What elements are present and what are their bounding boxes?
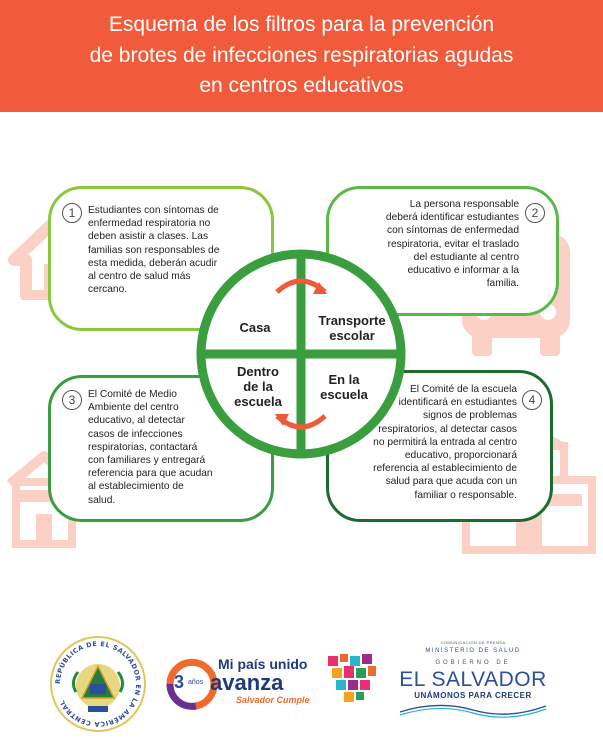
- label-transporte-escolar: [307, 313, 397, 343]
- campaign-tagline: Salvador Cumple: [236, 695, 310, 705]
- text-line: referencia al establecimiento de: [373, 463, 517, 475]
- text-line: enfermedad respiratoria no: [88, 218, 211, 230]
- text-line: Estudiantes con síntomas de: [88, 205, 219, 216]
- title-line-2: de brotes de infecciones respiratorias agudas: [89, 44, 514, 67]
- label-line: escolar: [329, 328, 375, 343]
- text-line: El Comité de Medio: [88, 389, 177, 400]
- text-line: del estudiante al centro: [413, 251, 519, 263]
- label-line: escuela: [234, 394, 282, 409]
- text-line: referencia para que acudan: [88, 468, 213, 480]
- text-line: Ambiente del centro: [88, 402, 179, 414]
- svg-text:REPÚBLICA DE EL SALVADOR EN LA: REPÚBLICA DE EL SALVADOR EN LA AMÉRICA CENTRAL: [53, 639, 143, 729]
- label-casa: [225, 320, 285, 335]
- title-line-3: en centros educativos: [199, 74, 404, 97]
- label-line: Transporte: [318, 313, 386, 328]
- text-line: respiratoria, evitar el traslado: [387, 238, 519, 250]
- text-line: familiar o responsable.: [414, 489, 517, 501]
- step-number-1: 1: [62, 203, 82, 223]
- campaign-logo: [166, 650, 318, 712]
- government-logo: [398, 640, 548, 720]
- text-line: deberá identificar estudiantes: [385, 212, 519, 224]
- label-line: En la: [328, 372, 360, 387]
- title-line-1: Esquema de los filtros para la prevención: [108, 13, 495, 36]
- campaign-line1: Mi país unido: [218, 656, 308, 672]
- text-line: respiratorias, contactará: [88, 441, 198, 453]
- text-line: al centro de salud más: [88, 271, 191, 283]
- label-line: escuela: [320, 387, 368, 402]
- gobierno-text: GOBIERNO DE: [435, 660, 511, 666]
- text-line: cercano.: [88, 284, 128, 296]
- text-line: El Comité de la escuela: [409, 384, 517, 395]
- text-line: con síntomas de enfermedad: [387, 225, 519, 237]
- central-circle: [195, 248, 407, 460]
- text-line: esta medida, deberán acudir: [88, 257, 218, 269]
- mosaic-logo-icon: [326, 652, 380, 706]
- country-text: EL SALVADOR: [399, 668, 547, 691]
- gov-small-text: COMUNICACIÓN DE PRENSA: [440, 640, 506, 645]
- text-line: no permitirá la entrada al centro: [373, 436, 517, 448]
- text-line: al establecimiento de: [88, 481, 184, 493]
- text-line: deben asistir a clases. Las: [88, 231, 209, 243]
- label-line: de la: [243, 379, 273, 394]
- text-line: salud.: [88, 494, 116, 506]
- circle-graphic: [195, 248, 407, 460]
- text-line: educativo e informar a la: [407, 265, 519, 277]
- campaign-years: años: [188, 679, 204, 686]
- label-line: Casa: [239, 320, 271, 335]
- text-line: casos de infecciones: [88, 428, 183, 440]
- text-line: familia.: [486, 278, 519, 290]
- slogan-text: UNÁMONOS PARA CRECER: [414, 691, 532, 700]
- label-line: Dentro: [237, 364, 279, 379]
- header-banner: [0, 0, 603, 112]
- text-line: educativo, al detectar: [88, 415, 185, 427]
- label-dentro-escuela: [223, 364, 293, 409]
- step-number-2: 2: [525, 203, 545, 223]
- campaign-line2: avanza: [210, 670, 284, 695]
- text-line: educativo, proporcionará: [404, 450, 517, 462]
- text-line: identificará en estudiantes: [398, 397, 517, 409]
- text-line: familias son responsables de: [88, 244, 220, 256]
- campaign-number: 3: [174, 672, 185, 692]
- text-line: La persona responsable: [409, 199, 519, 210]
- text-line: respiratorios, al detectar casos: [378, 423, 517, 435]
- text-line: con familiares y entregará: [88, 455, 206, 467]
- text-line: signos de problemas: [422, 410, 517, 422]
- label-en-la-escuela: [309, 372, 379, 402]
- wave-lines-icon: [398, 702, 548, 718]
- ministry-text: MINISTERIO DE SALUD: [425, 648, 521, 654]
- step-number-3: 3: [62, 390, 82, 410]
- step-number-4: 4: [522, 390, 542, 410]
- text-line: salud para que acuda con un: [385, 476, 517, 488]
- national-seal-icon: [48, 634, 148, 734]
